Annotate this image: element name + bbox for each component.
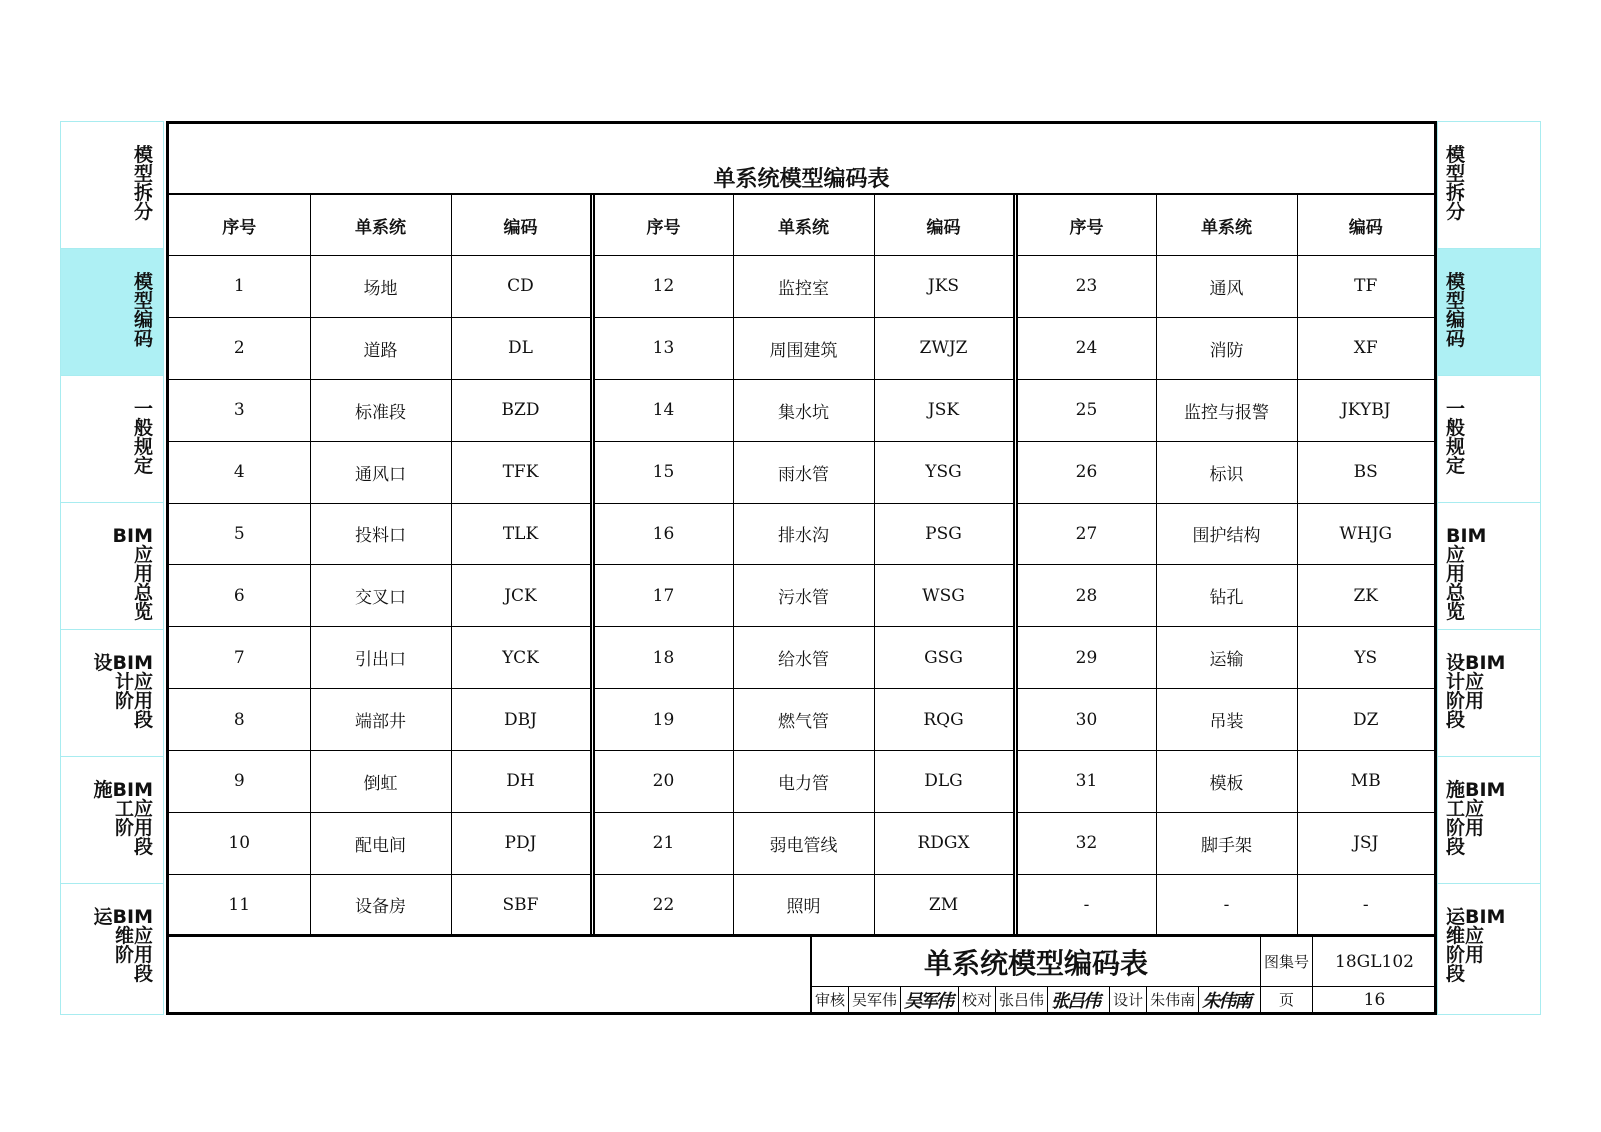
table-cell: 吊装	[1156, 689, 1297, 751]
table-cell: 监控与报警	[1156, 379, 1297, 441]
table-cell: 6	[169, 565, 310, 627]
header-cell: 单系统	[310, 195, 451, 256]
table-cell: 19	[592, 689, 733, 751]
tab-operation-phase[interactable]	[1438, 884, 1540, 1011]
tab-model-split[interactable]	[61, 122, 163, 249]
table-row	[169, 812, 1434, 874]
tab-label: 设BIM 计应 阶用 段	[1446, 652, 1506, 731]
table-row	[169, 627, 1434, 689]
drawing-frame	[166, 121, 1437, 1015]
table-cell: JSK	[874, 379, 1015, 441]
table-cell: 雨水管	[733, 441, 874, 503]
table-cell: 消防	[1156, 317, 1297, 379]
table-cell: 16	[592, 503, 733, 565]
table-cell: 道路	[310, 317, 451, 379]
tab-general-rules[interactable]	[1438, 376, 1540, 503]
table-cell: 1	[169, 256, 310, 318]
table-cell: 监控室	[733, 256, 874, 318]
table-cell: 25	[1015, 379, 1156, 441]
tab-label: 模 型 编 码	[1446, 271, 1466, 350]
header-cell: 单系统	[1156, 195, 1297, 256]
tab-label: 运BIM 维应 阶用 段	[93, 906, 153, 985]
table-cell: 通风	[1156, 256, 1297, 318]
table-cell: XF	[1297, 317, 1434, 379]
table-cell: GSG	[874, 627, 1015, 689]
tab-design-phase[interactable]	[1438, 630, 1540, 757]
checker-name: 张吕伟	[996, 987, 1048, 1012]
table-cell: 7	[169, 627, 310, 689]
table-cell: PSG	[874, 503, 1015, 565]
table-cell: DBJ	[451, 689, 592, 751]
tab-label: 模 型 拆 分	[133, 144, 153, 223]
table-cell: SBF	[451, 874, 592, 935]
table-cell: PDJ	[451, 812, 592, 874]
table-cell: 4	[169, 441, 310, 503]
checker-signature: 张吕伟	[1048, 987, 1110, 1012]
tab-construction-phase[interactable]	[1438, 757, 1540, 884]
check-label: 校对	[959, 987, 996, 1012]
title-block	[810, 937, 1434, 1012]
header-cell: 编码	[1297, 195, 1434, 256]
table-cell: 集水坑	[733, 379, 874, 441]
code-table-wrapper	[169, 193, 1434, 937]
table-cell: TFK	[451, 441, 592, 503]
tab-design-phase[interactable]	[61, 630, 163, 757]
table-row	[169, 565, 1434, 627]
table-cell: 排水沟	[733, 503, 874, 565]
header-cell: 序号	[169, 195, 310, 256]
table-cell: 燃气管	[733, 689, 874, 751]
table-row	[169, 689, 1434, 751]
tab-operation-phase[interactable]	[61, 884, 163, 1011]
table-cell: 弱电管线	[733, 812, 874, 874]
table-cell: JCK	[451, 565, 592, 627]
table-cell: 投料口	[310, 503, 451, 565]
table-cell: 通风口	[310, 441, 451, 503]
tab-construction-phase[interactable]	[61, 757, 163, 884]
table-cell: 5	[169, 503, 310, 565]
table-cell: 24	[1015, 317, 1156, 379]
table-cell: YS	[1297, 627, 1434, 689]
header-cell: 编码	[451, 195, 592, 256]
table-cell: ZWJZ	[874, 317, 1015, 379]
tab-label: 设BIM 计应 阶用 段	[93, 652, 153, 731]
table-cell: RQG	[874, 689, 1015, 751]
table-cell: 运输	[1156, 627, 1297, 689]
tab-label: BIM 应 用 总 览	[1446, 525, 1487, 623]
table-cell: -	[1015, 874, 1156, 935]
table-cell: 20	[592, 751, 733, 813]
header-cell: 单系统	[733, 195, 874, 256]
table-cell: 15	[592, 441, 733, 503]
table-cell: DL	[451, 317, 592, 379]
table-row	[169, 751, 1434, 813]
table-cell: 9	[169, 751, 310, 813]
tab-label: 施BIM 工应 阶用 段	[1446, 779, 1506, 858]
table-cell: 26	[1015, 441, 1156, 503]
table-row	[169, 874, 1434, 935]
tab-label: 模 型 拆 分	[1446, 144, 1466, 223]
table-cell: 倒虹	[310, 751, 451, 813]
left-sidebar	[60, 121, 164, 1015]
tab-model-split[interactable]	[1438, 122, 1540, 249]
tab-label: 一 般 规 定	[1446, 398, 1466, 477]
table-cell: 11	[169, 874, 310, 935]
table-cell: 28	[1015, 565, 1156, 627]
atlas-label: 图集号	[1260, 937, 1312, 987]
table-cell: 脚手架	[1156, 812, 1297, 874]
table-cell: 32	[1015, 812, 1156, 874]
page-label: 页	[1260, 987, 1312, 1012]
header-cell: 序号	[1015, 195, 1156, 256]
table-cell: 周围建筑	[733, 317, 874, 379]
table-cell: 照明	[733, 874, 874, 935]
table-cell: 引出口	[310, 627, 451, 689]
table-cell: JKS	[874, 256, 1015, 318]
table-cell: 模板	[1156, 751, 1297, 813]
table-row	[169, 441, 1434, 503]
table-header-row	[169, 195, 1434, 256]
table-cell: 31	[1015, 751, 1156, 813]
table-cell: WHJG	[1297, 503, 1434, 565]
table-cell: RDGX	[874, 812, 1015, 874]
table-cell: 3	[169, 379, 310, 441]
table-cell: 23	[1015, 256, 1156, 318]
table-row	[169, 503, 1434, 565]
code-table	[169, 195, 1434, 935]
tab-label: BIM 应 用 总 览	[112, 525, 153, 623]
table-title: 单系统模型编码表	[713, 167, 890, 192]
table-cell: YSG	[874, 441, 1015, 503]
table-cell: 配电间	[310, 812, 451, 874]
header-cell: 序号	[592, 195, 733, 256]
table-cell: 端部井	[310, 689, 451, 751]
table-cell: DZ	[1297, 689, 1434, 751]
tab-general-rules[interactable]	[61, 376, 163, 503]
table-cell: 12	[592, 256, 733, 318]
table-cell: MB	[1297, 751, 1434, 813]
table-cell: 给水管	[733, 627, 874, 689]
table-row	[169, 256, 1434, 318]
table-cell: 8	[169, 689, 310, 751]
drawing-title: 单系统模型编码表	[812, 937, 1260, 987]
table-row	[169, 379, 1434, 441]
table-cell: JKYBJ	[1297, 379, 1434, 441]
table-cell: 标准段	[310, 379, 451, 441]
reviewer-name: 吴军伟	[849, 987, 901, 1012]
design-label: 设计	[1110, 987, 1147, 1012]
table-cell: DLG	[874, 751, 1015, 813]
tab-model-coding[interactable]	[1438, 249, 1540, 376]
table-cell: 29	[1015, 627, 1156, 689]
table-cell: CD	[451, 256, 592, 318]
designer-signature: 朱伟南	[1202, 990, 1251, 1012]
table-cell: ZK	[1297, 565, 1434, 627]
table-cell: 10	[169, 812, 310, 874]
signature-row	[812, 987, 1260, 1012]
table-cell: JSJ	[1297, 812, 1434, 874]
table-cell: 电力管	[733, 751, 874, 813]
table-cell: DH	[451, 751, 592, 813]
table-cell: 污水管	[733, 565, 874, 627]
table-cell: 钻孔	[1156, 565, 1297, 627]
table-cell: 标识	[1156, 441, 1297, 503]
tab-model-coding[interactable]	[61, 249, 163, 376]
right-sidebar	[1437, 121, 1541, 1015]
tab-bim-overview[interactable]	[61, 503, 163, 630]
atlas-number: 18GL102	[1312, 937, 1436, 987]
table-cell: BS	[1297, 441, 1434, 503]
tab-bim-overview[interactable]	[1438, 503, 1540, 630]
table-cell: 17	[592, 565, 733, 627]
table-body	[169, 256, 1434, 936]
table-cell: -	[1297, 874, 1434, 935]
review-label: 审核	[812, 987, 849, 1012]
table-cell: TF	[1297, 256, 1434, 318]
table-cell: -	[1156, 874, 1297, 935]
reviewer-signature: 吴军伟	[901, 987, 959, 1012]
table-cell: 14	[592, 379, 733, 441]
table-row	[169, 317, 1434, 379]
table-cell: 13	[592, 317, 733, 379]
tab-label: 一 般 规 定	[133, 398, 153, 477]
table-cell: 18	[592, 627, 733, 689]
designer-name: 朱伟南	[1147, 987, 1199, 1012]
table-cell: ZM	[874, 874, 1015, 935]
table-cell: 场地	[310, 256, 451, 318]
tab-label: 运BIM 维应 阶用 段	[1446, 906, 1506, 985]
table-cell: 30	[1015, 689, 1156, 751]
table-cell: 围护结构	[1156, 503, 1297, 565]
table-cell: YCK	[451, 627, 592, 689]
page-number: 16	[1312, 987, 1436, 1012]
table-cell: WSG	[874, 565, 1015, 627]
header-cell: 编码	[874, 195, 1015, 256]
table-cell: TLK	[451, 503, 592, 565]
table-cell: BZD	[451, 379, 592, 441]
tab-label: 模 型 编 码	[133, 271, 153, 350]
table-cell: 22	[592, 874, 733, 935]
table-cell: 设备房	[310, 874, 451, 935]
table-cell: 27	[1015, 503, 1156, 565]
table-cell: 交叉口	[310, 565, 451, 627]
table-cell: 21	[592, 812, 733, 874]
tab-label: 施BIM 工应 阶用 段	[93, 779, 153, 858]
table-cell: 2	[169, 317, 310, 379]
